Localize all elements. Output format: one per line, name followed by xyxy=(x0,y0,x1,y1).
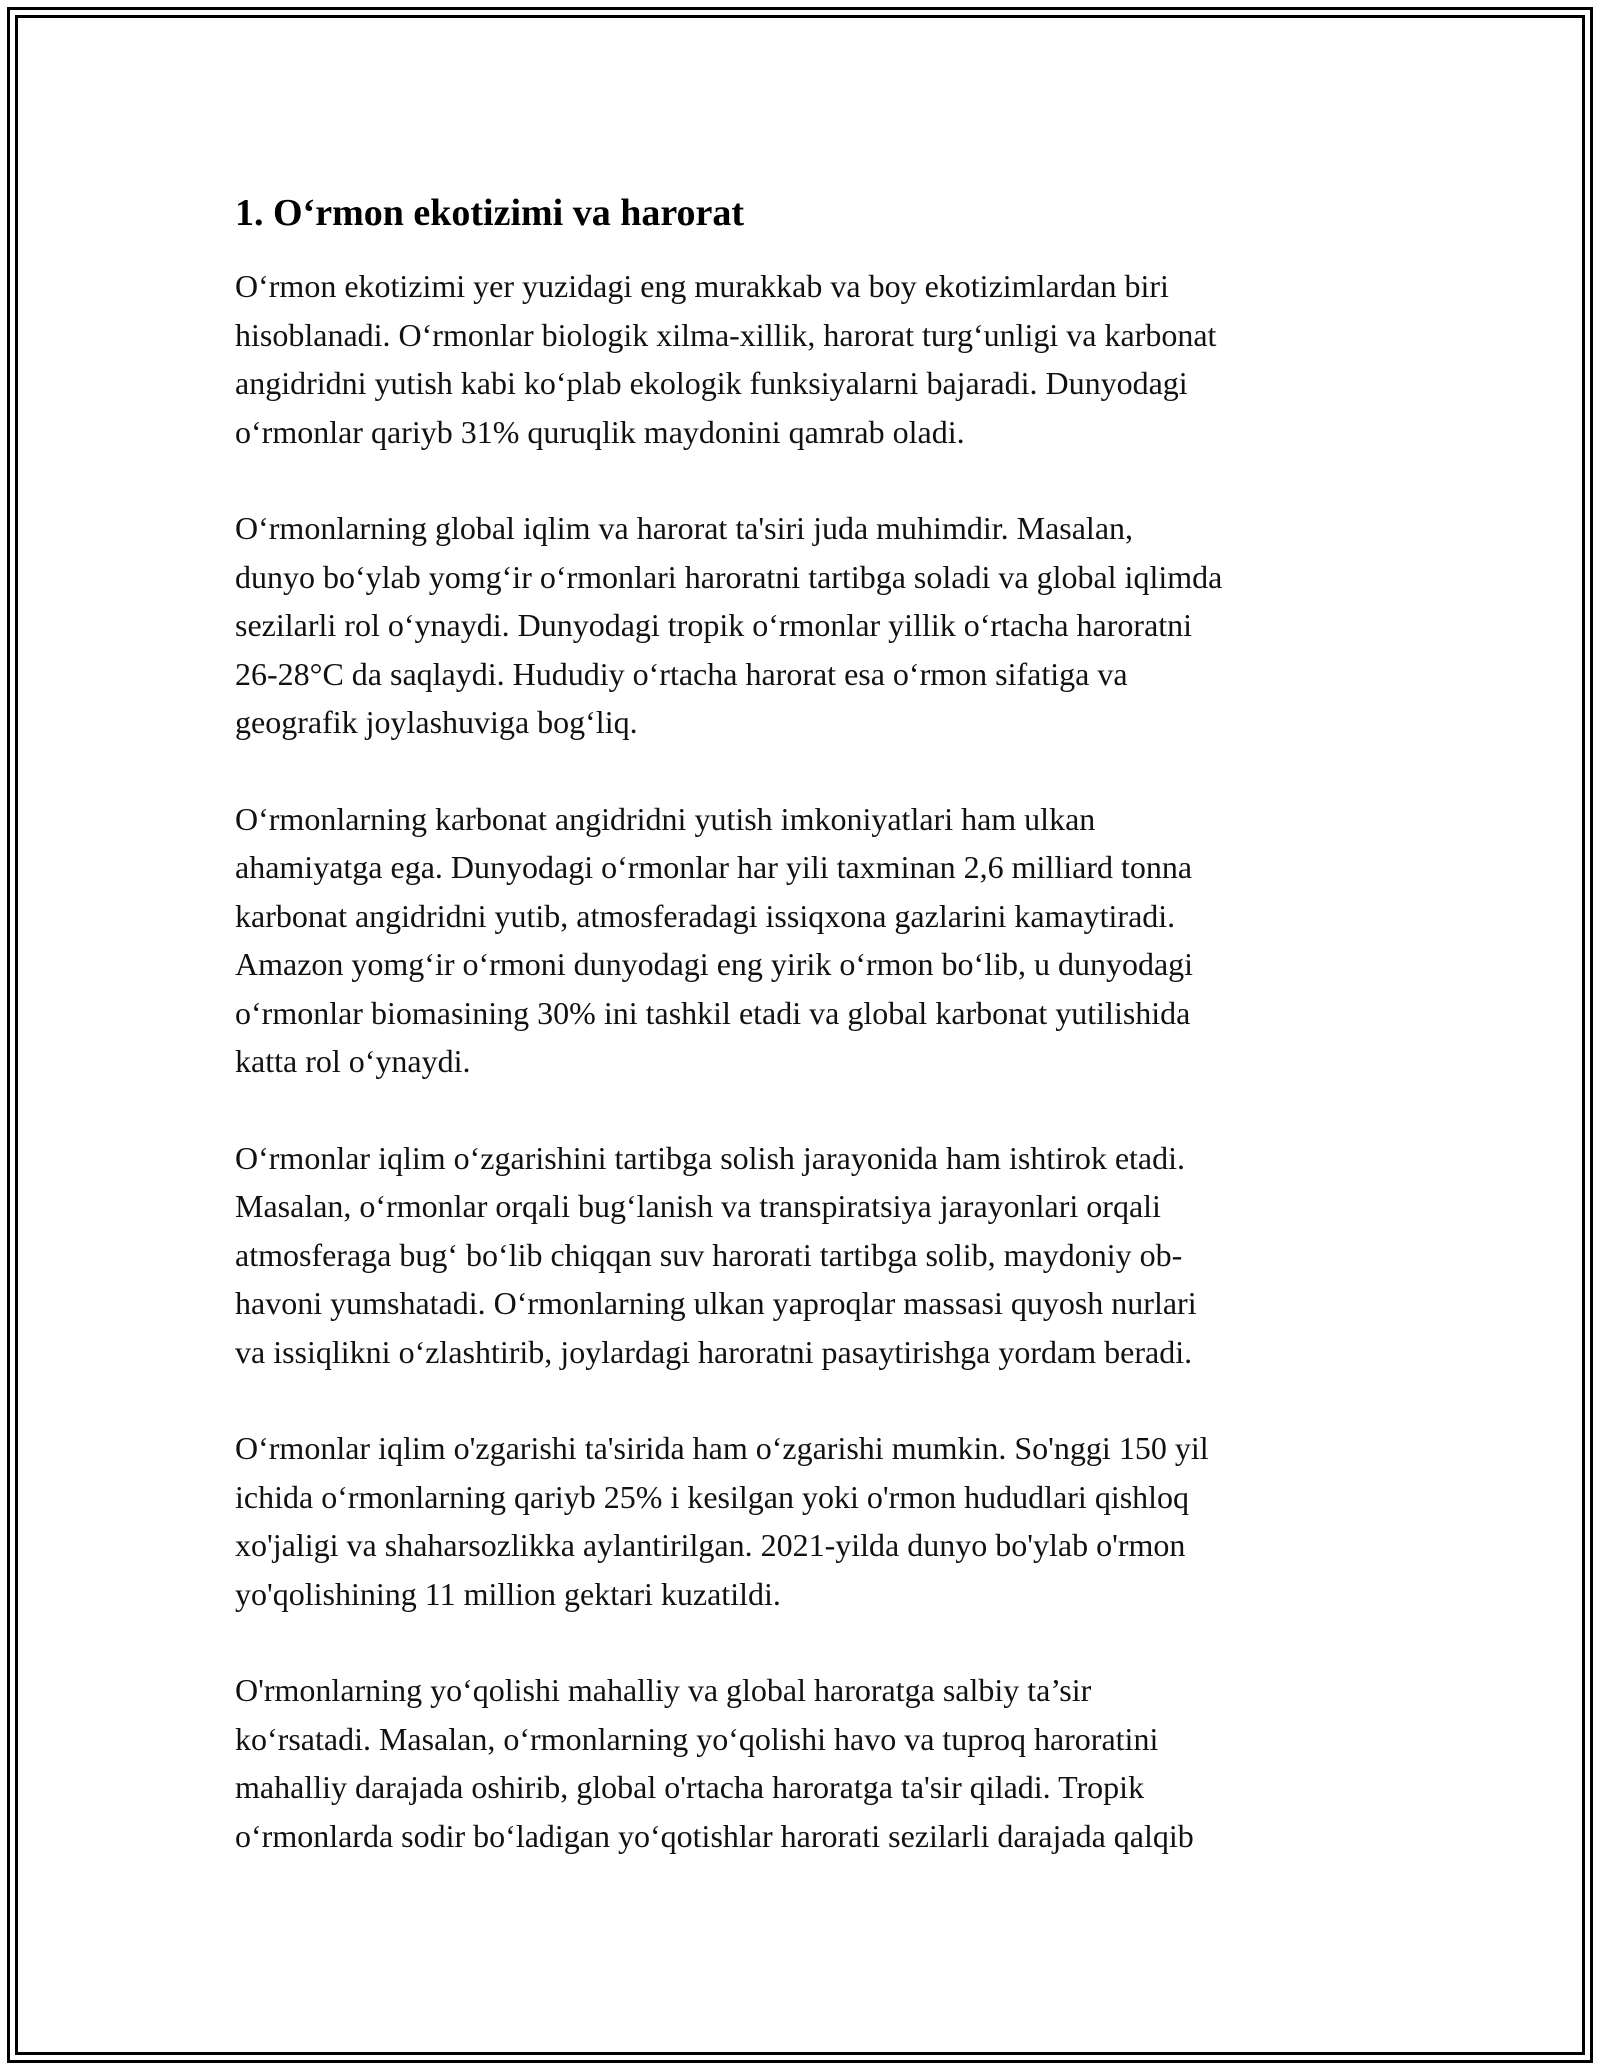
text-line: dunyo bo‘ylab yomg‘ir o‘rmonlari haroratni tartibga soladi va global iqlimda xyxy=(235,558,1223,595)
text-line: o‘rmonlarda sodir bo‘ladigan yo‘qotishlar harorati sezilarli darajada qalqib xyxy=(235,1817,1194,1854)
text-line: ko‘rsatadi. Masalan, o‘rmonlarning yo‘qolishi havo va tuproq haroratini xyxy=(235,1720,1159,1757)
text-line: angidridni yutish kabi ko‘plab ekologik funksiyalarni bajaradi. Dunyodagi xyxy=(235,365,1188,401)
paragraph-forest-loss xyxy=(235,1424,1375,1618)
text-line: yo'qolishining 11 million gektari kuzatildi. xyxy=(235,1575,781,1612)
text-line: katta rol o‘ynaydi. xyxy=(235,1043,471,1079)
text-line: sezilarli rol o‘ynaydi. Dunyodagi tropik o‘rmonlar yillik o‘rtacha haroratni xyxy=(235,607,1193,643)
paragraph-climate-regulation xyxy=(235,1134,1375,1377)
text-line: xo'jaligi va shaharsozlikka aylantirilgan. 2021-yilda dunyo bo'ylab o'rmon xyxy=(235,1527,1186,1563)
document-body xyxy=(235,190,1375,1908)
text-line: mahalliy darajada oshirib, global o'rtacha haroratga ta'sir qiladi. Tropik xyxy=(235,1769,1145,1805)
section-heading: 1. O‘rmon ekotizimi va harorat xyxy=(235,192,745,234)
text-line: hisoblanadi. O‘rmonlar biologik xilma-xillik, harorat turg‘unligi va karbonat xyxy=(235,316,1217,353)
text-line: Masalan, o‘rmonlar orqali bug‘lanish va transpiratsiya jarayonlari orqali xyxy=(235,1188,1161,1224)
text-line: O‘rmonlar iqlim o'zgarishi ta'sirida ham o‘zgarishi mumkin. So'nggi 150 yil xyxy=(235,1430,1209,1466)
text-line: O‘rmonlarning karbonat angidridni yutish imkoniyatlari ham ulkan xyxy=(235,800,1096,837)
text-line: va issiqlikni o‘zlashtirib, joylardagi haroratni pasaytirishga yordam beradi. xyxy=(235,1333,1193,1370)
text-line: o‘rmonlar biomasining 30% ini tashkil etadi va global karbonat yutilishida xyxy=(235,994,1191,1031)
text-line: o‘rmonlar qariyb 31% quruqlik maydonini qamrab oladi. xyxy=(235,413,965,450)
text-line: karbonat angidridni yutib, atmosferadagi issiqxona gazlarini kamaytiradi. xyxy=(235,897,1176,934)
text-line: Amazon yomg‘ir o‘rmoni dunyodagi eng yirik o‘rmon bo‘lib, u dunyodagi xyxy=(235,946,1194,982)
text-line: ahamiyatga ega. Dunyodagi o‘rmonlar har yili taxminan 2,6 milliard tonna xyxy=(235,849,1193,885)
paragraph-loss-effects xyxy=(235,1666,1375,1860)
paragraph-climate-impact xyxy=(235,504,1375,747)
text-line: havoni yumshatadi. O‘rmonlarning ulkan yaproqlar massasi quyosh nurlari xyxy=(235,1285,1197,1321)
text-line: atmosferaga bug‘ bo‘lib chiqqan suv harorati tartibga solib, maydoniy ob- xyxy=(235,1236,1183,1273)
text-line: 26-28°C da saqlaydi. Hududiy o‘rtacha harorat esa o‘rmon sifatiga va xyxy=(235,655,1128,692)
text-line: O‘rmonlarning global iqlim va harorat ta'siri juda muhimdir. Masalan, xyxy=(235,510,1134,546)
text-line: geografik joylashuviga bog‘liq. xyxy=(235,704,638,740)
paragraph-forest-ecosystem xyxy=(235,262,1375,456)
text-line: O'rmonlarning yo‘qolishi mahalliy va global haroratga salbiy ta’sir xyxy=(235,1672,1092,1708)
text-line: O‘rmon ekotizimi yer yuzidagi eng murakkab va boy ekotizimlardan biri xyxy=(235,268,1169,304)
paragraph-carbon-absorption xyxy=(235,795,1375,1086)
text-line: ichida o‘rmonlarning qariyb 25% i kesilgan yoki o'rmon hududlari qishloq xyxy=(235,1478,1190,1515)
text-line: O‘rmonlar iqlim o‘zgarishini tartibga solish jarayonida ham ishtirok etadi. xyxy=(235,1139,1185,1176)
